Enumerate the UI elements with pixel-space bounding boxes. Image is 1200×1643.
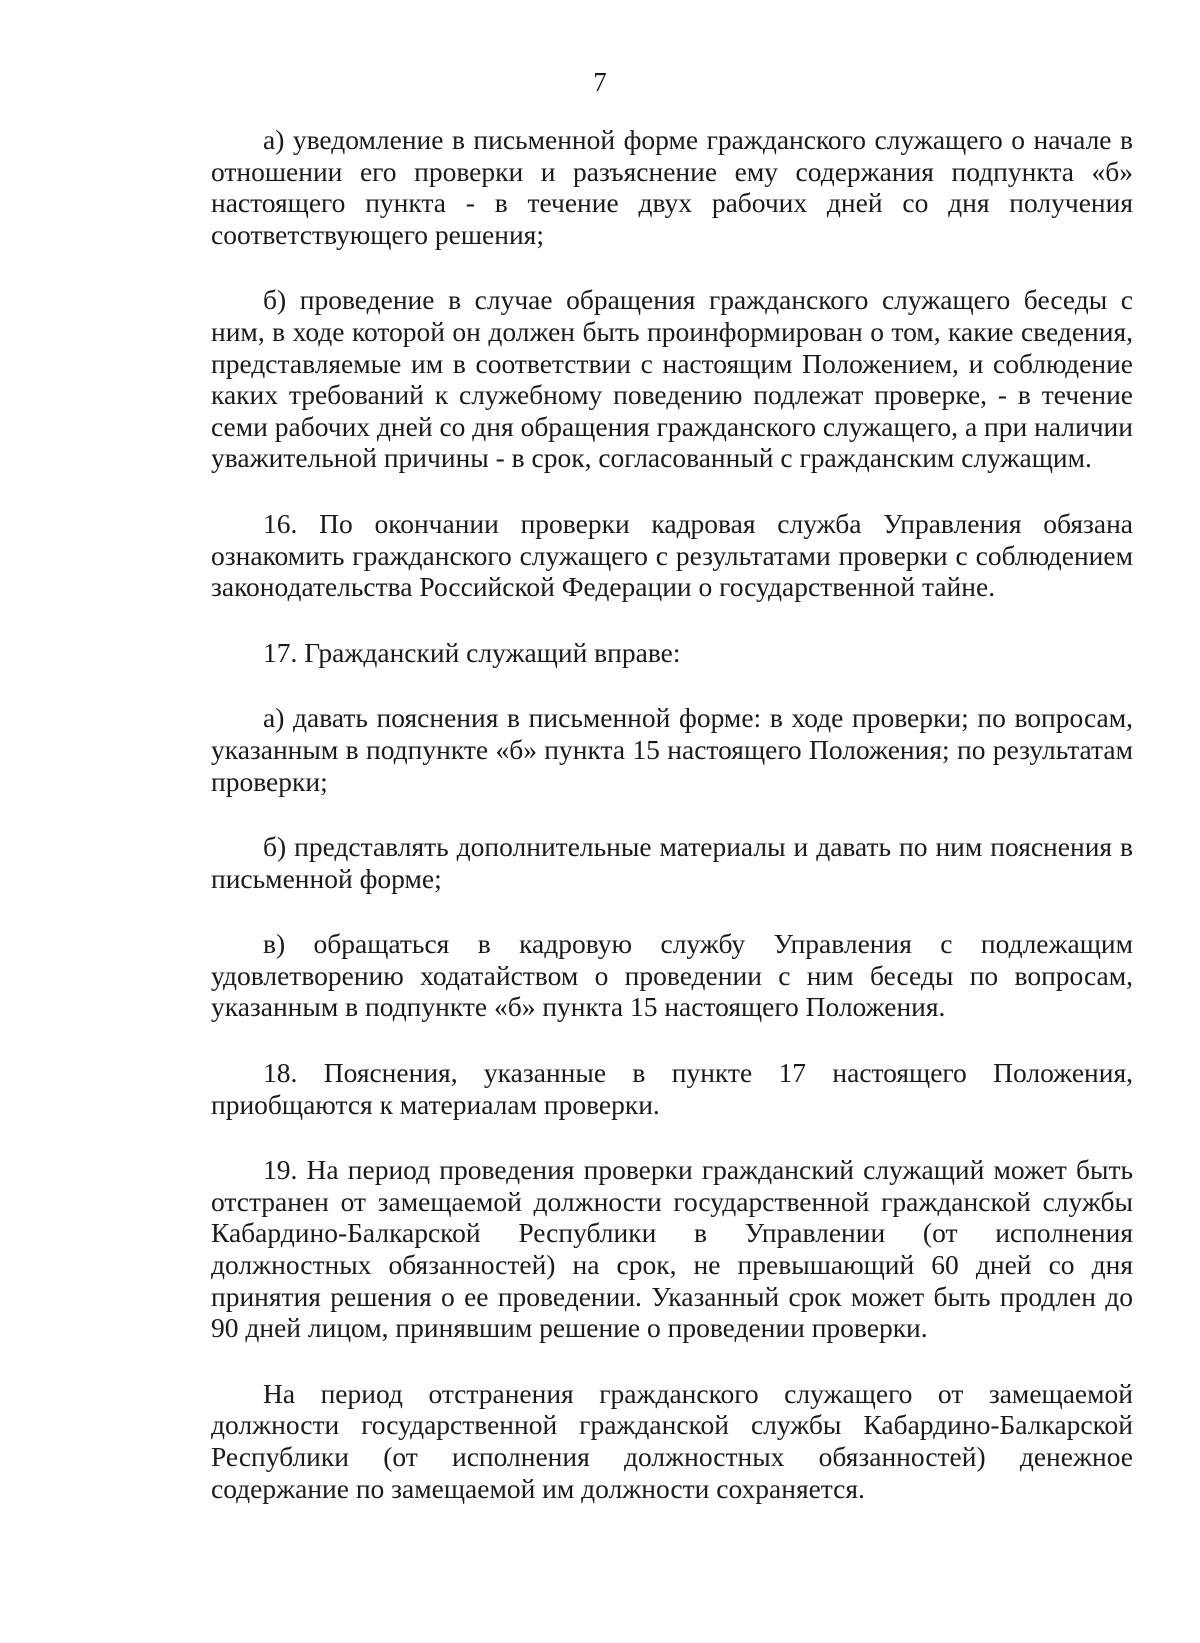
paragraph-17a: а) давать пояснения в письменной форме: в ходе проверки; по вопросам, указанным в подпункте «б» пункта 15 настоящего Положения; по результатам проверки;	[211, 702, 1133, 797]
paragraph-16: 16. По окончании проверки кадровая служба Управления обязана ознакомить гражданского служащего с результатами проверки с соблюдением законодательства Российской Федерации о государственной тайне.	[211, 507, 1133, 603]
paragraph-19: 19. На период проведения проверки гражданский служащий может быть отстранен от замещаемой должности государственной гражданской службы Кабардино-Балкарской Республики в Управлении (от исполнения должностных обязанностей) на срок, не превышающий 60 дней со дня принятия решения о ее проведении. Указанный срок может быть продлен до 90 дней лицом, принявшим решение о проведении проверки.	[211, 1154, 1133, 1344]
paragraph-17: 17. Гражданский служащий вправе:	[263, 636, 681, 668]
paragraph-15a: а) уведомление в письменной форме гражданского служащего о начале в отношении его проверки и разъяснение ему содержания подпункта «б» настоящего пункта - в течение двух рабочих дней со дня получения соответствующего решения;	[211, 124, 1133, 250]
document-body	[211, 124, 1133, 1538]
page-number: 7	[593, 67, 607, 97]
paragraph-15b: б) проведение в случае обращения гражданского служащего беседы с ним, в ходе которой он должен быть проинформирован о том, какие сведения, представляемые им в соответствии с настоящим Положением, и соблюдение каких требований к служебному поведению подлежат проверке, - в течение семи рабочих дней со дня обращения гражданского служащего, а при наличии уважительной причины - в срок, согласованный с гражданским служащим.	[211, 284, 1133, 474]
paragraph-19-suspension: На период отстранения гражданского служащего от замещаемой должности государственной гражданской службы Кабардино-Балкарской Республики (от исполнения должностных обязанностей) денежное содержание по замещаемой им должности сохраняется.	[211, 1377, 1133, 1504]
paragraph-17v: в) обращаться в кадровую службу Управления с подлежащим удовлетворению ходатайством о проведении с ним беседы по вопросам, указанным в подпункте «б» пункта 15 настоящего Положения.	[211, 928, 1133, 1023]
paragraph-17b: б) представлять дополнительные материалы и давать по ним пояснения в письменной форме;	[211, 831, 1133, 894]
paragraph-18: 18. Пояснения, указанные в пункте 17 настоящего Положения, приобщаются к материалам проверки.	[211, 1057, 1133, 1120]
